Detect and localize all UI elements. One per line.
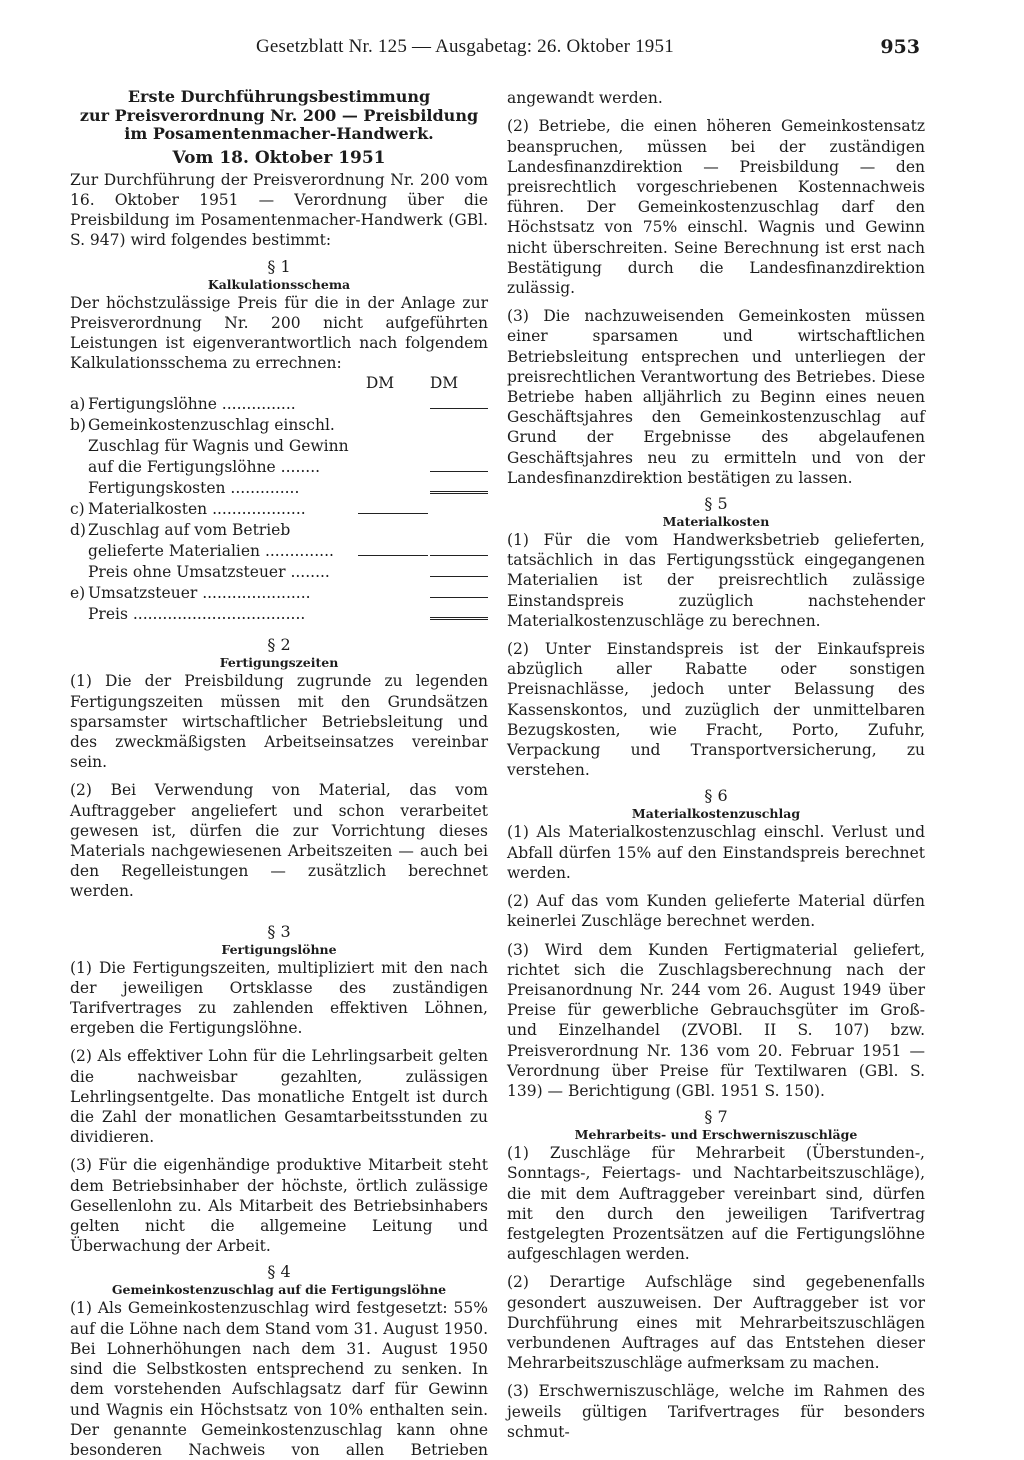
calc-row-label: a) [70, 395, 86, 414]
calc-header [70, 373, 488, 394]
calc-row-text: Zuschlag auf vom Betrieb gelieferte Materialien .............. [88, 521, 334, 561]
calc-row-b [70, 415, 488, 478]
section-7-number: § 7 [704, 1107, 728, 1127]
calc-double-line [430, 491, 488, 494]
calc-row-text: Materialkosten ................... [88, 500, 306, 519]
calc-row-text: Preis ................................... [88, 605, 306, 624]
section-6-number: § 6 [704, 786, 728, 806]
calc-row-text: Fertigungslöhne ............... [88, 395, 296, 414]
section-3-number: § 3 [267, 921, 291, 941]
section-5-title: Materialkosten [662, 514, 770, 530]
running-header-title: Gesetzblatt Nr. 125 — Ausgabetag: 26. Oktober 1951 [256, 36, 674, 57]
calc-col-1-label: DM [365, 374, 395, 393]
section-7-title: Mehrarbeits- und Erschwerniszuschläge [574, 1127, 858, 1143]
calc-row-label: e) [70, 584, 86, 603]
section-2-number: § 2 [267, 635, 291, 655]
calc-line [358, 555, 428, 556]
section-1-number: § 1 [267, 256, 291, 276]
section-3-paragraph-2: (2) Als effektiver Lohn für die Lehrlingsarbeit gelten die nachweisbar gezahlten, zulässigen Lehrlingsentgelte. Das monatliche Entgelt ist durch die Zahl der monatlichen Gesamtarbeitsstunden zu dividieren. [70, 1047, 488, 1147]
calc-row-text: Fertigungskosten .............. [88, 479, 300, 498]
document-title-line-2: zur Preisverordnung Nr. 200 — Preisbildung [79, 105, 479, 125]
document-date: Vom 18. Oktober 1951 [172, 147, 386, 168]
section-4-paragraph-1-continuation [507, 88, 925, 108]
section-7-paragraph-1: (1) Zuschläge für Mehrarbeit (Überstunden-, Sonntags-, Feiertags- und Nachtarbeitszuschläge), die mit dem Auftraggeber vereinbart sind, dürfen mit den durch den jeweiligen Tarifvertrag festgelegten Prozentsätzen auf die Fertigungslöhne aufgeschlagen werden. [507, 1144, 925, 1264]
calc-line [430, 576, 488, 577]
left-column [70, 88, 488, 1460]
calc-row-fertigungskosten [70, 478, 488, 499]
calc-line [430, 408, 488, 409]
calc-row-label: d) [70, 521, 86, 540]
section-7-paragraph-3: (3) Erschwerniszuschläge, welche im Rahmen des jeweils gültigen Tarifvertrages für besonders schmut- [507, 1382, 925, 1441]
section-6-paragraph-3: (3) Wird dem Kunden Fertigmaterial geliefert, richtet sich die Zuschlagsberechnung nach der Preisanordnung Nr. 244 vom 26. August 1949 über Preise für gewerbliche Gebrauchsgüter im Groß- und Einzelhandel (ZVOBl. II S. 107) bzw. Preisverordnung Nr. 136 vom 20. Februar 1951 — Verordnung über Preise für Textilwaren (GBl. S. 139) — Berichtigung (GBl. 1951 S. 150). [507, 940, 925, 1100]
section-6-paragraph-2: (2) Auf das vom Kunden gelieferte Material dürfen keinerlei Zuschläge berechnet werden. [507, 892, 925, 931]
calc-col-2-label: DM [429, 374, 459, 393]
calc-row-label: c) [70, 500, 85, 519]
section-4-paragraph-1-left-part [70, 1298, 488, 1460]
section-4-paragraph-1-cont: angewandt werden. [507, 89, 663, 108]
page-header [256, 36, 920, 62]
section-5-number: § 5 [704, 494, 728, 514]
calc-line [358, 513, 428, 514]
page-number: 953 [880, 36, 920, 58]
right-column [507, 88, 925, 1442]
calc-line [430, 555, 488, 556]
section-4-paragraph-1: (1) Als Gemeinkostenzuschlag wird festgesetzt: 55% auf die Löhne nach dem Stand vom 31. August 1950. Bei Lohnerhöhungen nach dem 31. August 1950 sind die Selbstkosten entsprechend zu senken. In dem vorstehenden Aufschlagsatz darf für Gewinn und Wagnis ein Höchstsatz von 10% enthalten sein. Der genannte Gemeinkostenzuschlag kann ohne besonderen Nachweis von allen Betrieben [70, 1299, 488, 1459]
section-6-title: Materialkostenzuschlag [631, 806, 801, 822]
calc-row-preis [70, 604, 488, 625]
calc-line [430, 597, 488, 598]
section-4-paragraph-2: (2) Betriebe, die einen höheren Gemeinkostensatz beanspruchen, müssen bei der zuständigen Landesfinanzdirektion — Preisbildung — den preisrechtlich vorgeschriebenen Kostennachweis führen. Der Gemeinkostenzuschlag darf den Höchstsatz von 75% einschl. Wagnis und Gewinn nicht überschreiten. Seine Berechnung ist erst nach Bestätigung durch die Landesfinanzdirektion zulässig. [507, 117, 925, 298]
calc-row-e [70, 583, 488, 604]
section-2-title: Fertigungszeiten [219, 655, 339, 671]
calc-row-label: b) [70, 416, 86, 435]
document-title-line-3: im Posamentenmacher-Handwerk. [124, 124, 434, 144]
calc-row-text: Preis ohne Umsatzsteuer ........ [88, 563, 330, 582]
intro-paragraph: Zur Durchführung der Preisverordnung Nr. 200 vom 16. Oktober 1951 — Verordnung über die Preisbildung im Posamentenmacher-Handwerk (GBl. S. 947) wird folgendes bestimmt: [70, 170, 488, 250]
section-2-paragraph-1: (1) Die der Preisbildung zugrunde zu legenden Fertigungszeiten müssen mit den Grundsätzen sparsamster wirtschaftlicher Betriebsleitung und des zweckmäßigsten Arbeitseinsatzes vereinbar sein. [70, 672, 488, 772]
section-1-title: Kalkulationsschema [207, 276, 351, 292]
section-5-paragraph-1: (1) Für die vom Handwerksbetrieb gelieferten, tatsächlich in das Fertigungsstück eingegangenen Materialien ist der preisrechtlich zulässige Einstandspreis zuzüglich nachstehender Materialkostenzuschläge zu berechnen. [507, 531, 925, 630]
section-6-paragraph-1: (1) Als Materialkostenzuschlag einschl. Verlust und Abfall dürfen 15% auf den Einstandspreis berechnet werden. [507, 823, 925, 882]
calc-line [430, 471, 488, 472]
calc-row-d [70, 520, 488, 562]
section-4-title: Gemeinkostenzuschlag auf die Fertigungslöhne [111, 1282, 447, 1298]
section-3-paragraph-3: (3) Für die eigenhändige produktive Mitarbeit steht dem Betriebsinhaber der höchste, örtlich zulässige Gesellenlohn zu. Als Mitarbeit des Betriebsinhabers gelten nicht die allgemeine Leitung und Überwachung der Arbeit. [70, 1156, 488, 1256]
calc-row-a [70, 394, 488, 415]
calculation-scheme [70, 373, 488, 625]
section-4-number: § 4 [267, 1262, 291, 1282]
calc-double-line [430, 617, 488, 620]
calc-row-c [70, 499, 488, 520]
calc-row-text: Gemeinkostenzuschlag einschl. Zuschlag für Wagnis und Gewinn auf die Fertigungslöhne ........ [88, 416, 349, 477]
document-title-line-1: Erste Durchführungsbestimmung [127, 87, 431, 106]
section-1-paragraph: Der höchstzulässige Preis für die in der Anlage zur Preisverordnung Nr. 200 nicht aufgeführten Leistungen ist eigenverantwortlich nach folgendem Kalkulationsschema zu errechnen: [70, 293, 488, 373]
section-3-title: Fertigungslöhne [221, 941, 337, 957]
section-2-paragraph-2: (2) Bei Verwendung von Material, das vom Auftraggeber angeliefert und schon verarbeitet gewesen ist, dürfen die zur Vorrichtung dieses Materials nachgewiesenen Arbeitszeiten — auch bei den Regelleistungen — zusätzlich berechnet werden. [70, 781, 488, 901]
calc-row-preis-ohne-ust [70, 562, 488, 583]
calc-row-text: Umsatzsteuer ...................... [88, 584, 311, 603]
section-4-paragraph-3: (3) Die nachzuweisenden Gemeinkosten müssen einer sparsamen und wirtschaftlichen Betriebsleitung entsprechen und unterliegen der preisrechtlichen Verantwortung des Betriebes. Diese Betriebe haben alljährlich zu Beginn eines neuen Geschäftsjahres den Gemeinkostenzuschlag auf Grund der Ergebnisse des abgelaufenen Geschäftsjahres neu zu ermitteln und von der Landesfinanzdirektion bestätigen zu lassen. [507, 307, 925, 487]
section-7-paragraph-2: (2) Derartige Aufschläge sind gegebenenfalls gesondert auszuweisen. Der Auftraggeber ist vor Durchführung eines mit Mehrarbeitszuschlägen verbundenen Auftrages auf das Entstehen dieser Mehrarbeitszuschläge aufmerksam zu machen. [507, 1273, 925, 1373]
section-5-paragraph-2: (2) Unter Einstandspreis ist der Einkaufspreis abzüglich aller Rabatte oder sonstigen Preisnachlässe, jedoch unter Belassung des Kassenskontos, und zuzüglich der unmittelbaren Bezugskosten, wie Fracht, Porto, Zufuhr, Verpackung und Transportversicherung, zu verstehen. [507, 640, 925, 780]
section-3-paragraph-1: (1) Die Fertigungszeiten, multipliziert mit den nach der jeweiligen Ortsklasse des zuständigen Tarifvertrages zu zahlenden effektiven Löhnen, ergeben die Fertigungslöhne. [70, 958, 488, 1038]
